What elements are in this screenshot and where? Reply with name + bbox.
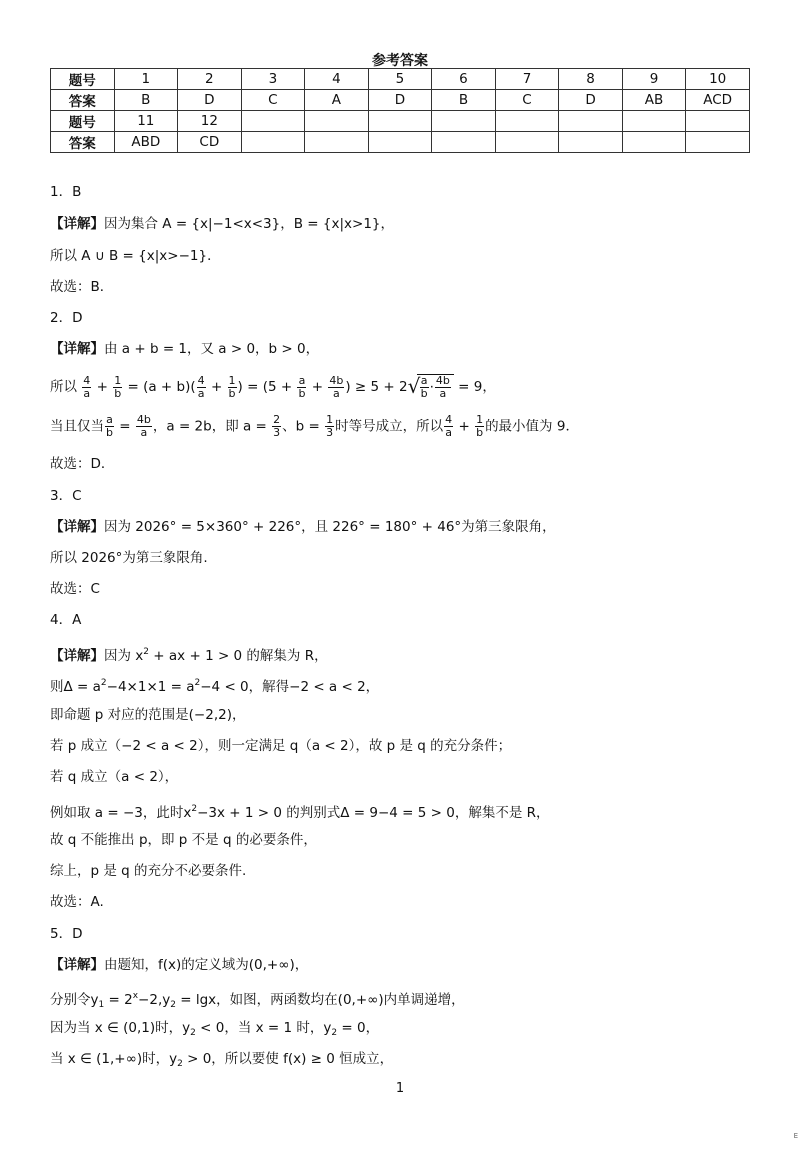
table-cell — [622, 132, 686, 153]
explanation-line — [50, 1050, 393, 1073]
text: ) ≥ 5 + 2 — [345, 379, 408, 395]
table-row — [51, 132, 750, 153]
text: 当 x ∈ (1,+∞)时，y — [50, 1051, 178, 1067]
table-cell: ABD — [114, 132, 178, 153]
denominator: a — [197, 386, 205, 400]
table-cell: 5 — [368, 69, 432, 90]
table-cell — [241, 132, 305, 153]
question-number: 1．B — [50, 184, 82, 200]
table-cell — [495, 132, 559, 153]
question-number: 2．D — [50, 310, 83, 326]
table-cell — [241, 111, 305, 132]
table-cell: D — [368, 90, 432, 111]
table-cell — [495, 111, 559, 132]
subscript: 1 — [98, 1000, 105, 1010]
table-row — [51, 69, 750, 90]
denominator: b — [106, 426, 113, 439]
superscript: 2 — [194, 678, 201, 688]
text: 的最小值为 9． — [485, 418, 579, 435]
table-cell: 10 — [686, 69, 750, 90]
text: 因为当 x ∈ (0,1)时，y — [50, 1020, 191, 1036]
table-cell: D — [178, 90, 242, 111]
answer-line: 故选：D． — [50, 456, 115, 472]
table-cell: B — [114, 90, 178, 111]
table-cell — [305, 111, 369, 132]
detail-tag: 【详解】 — [50, 216, 104, 232]
denominator: b — [298, 386, 306, 400]
table-cell — [559, 132, 623, 153]
text: = (a + b)( — [127, 379, 196, 395]
table-cell: 9 — [622, 69, 686, 90]
explanation-line — [50, 643, 328, 665]
text: 时等号成立，所以 — [335, 418, 444, 435]
table-cell: 3 — [241, 69, 305, 90]
radical-sign: √ — [407, 374, 421, 398]
fraction — [105, 414, 114, 439]
denominator: b — [114, 386, 122, 400]
page-title: 参考答案 — [372, 53, 428, 69]
fraction — [475, 414, 484, 439]
fraction — [113, 375, 122, 400]
fraction — [297, 375, 306, 400]
explanation-line: 若 q 成立（a < 2）， — [50, 769, 179, 785]
fraction — [197, 375, 206, 400]
numerator: 4 — [197, 373, 205, 387]
detail-tag: 【详解】 — [50, 957, 104, 973]
denominator: a — [439, 387, 447, 400]
numerator: 1 — [476, 413, 484, 426]
fraction — [228, 375, 237, 400]
text: + — [458, 418, 470, 435]
table-row — [51, 111, 750, 132]
text: 因为 x — [104, 648, 144, 664]
explanation-line: 所以 A ∪ B = {x|x>−1}． — [50, 248, 221, 264]
square-root — [408, 374, 454, 400]
table-cell: B — [432, 90, 496, 111]
text: −4 < 0，解得−2 < a < 2， — [200, 679, 380, 695]
superscript: x — [132, 991, 139, 1001]
question-number: 4．A — [50, 612, 82, 628]
text: + ax + 1 > 0 的解集为 R， — [149, 648, 328, 664]
table-cell: C — [241, 90, 305, 111]
table-cell — [686, 132, 750, 153]
table-cell: 4 — [305, 69, 369, 90]
numerator: 4b — [435, 374, 450, 387]
text: = 2 — [104, 992, 133, 1008]
text: 由题知，f(x)的定义域为(0,+∞)， — [104, 957, 309, 973]
table-row — [51, 90, 750, 111]
numerator: 4b — [329, 373, 344, 387]
detail-tag: 【详解】 — [50, 519, 104, 535]
explanation-line — [50, 674, 379, 696]
table-cell: 12 — [178, 111, 242, 132]
row-header: 题号 — [51, 111, 115, 132]
superscript: 2 — [191, 804, 198, 814]
text: 则Δ = a — [50, 679, 101, 695]
corner-mark: E — [793, 1132, 798, 1140]
table-cell — [368, 111, 432, 132]
subscript: 2 — [177, 1059, 183, 1069]
text: −2,y — [138, 992, 171, 1008]
fraction — [328, 375, 344, 400]
table-cell — [305, 132, 369, 153]
explanation-line — [50, 374, 496, 400]
denominator: b — [228, 386, 236, 400]
text: 当且仅当 — [50, 418, 104, 435]
text: 因为 2026° = 5×360° + 226°，且 226° = 180° + 46°为第三象限角， — [104, 519, 556, 535]
explanation-line — [50, 518, 556, 536]
denominator: 3 — [273, 426, 281, 439]
superscript: 2 — [100, 678, 107, 688]
denominator: a — [445, 426, 453, 439]
table-cell — [686, 111, 750, 132]
text: −3x + 1 > 0 的判别式Δ = 9−4 = 5 > 0，解集不是 R， — [197, 805, 550, 821]
numerator: 2 — [273, 413, 281, 426]
numerator: 4 — [445, 413, 453, 426]
table-cell: 7 — [495, 69, 559, 90]
numerator: a — [106, 413, 113, 426]
text: + — [96, 379, 108, 395]
numerator: 1 — [114, 373, 122, 387]
radicand — [417, 374, 454, 400]
fraction — [325, 414, 334, 439]
detail-tag: 【详解】 — [50, 341, 104, 357]
explanation-line — [50, 414, 579, 439]
explanation-line — [50, 956, 308, 974]
explanation-line: 故 q 不能推出 p，即 p 不是 q 的必要条件， — [50, 832, 317, 848]
text: < 0，当 x = 1 时，y — [195, 1020, 332, 1036]
denominator: a — [332, 386, 340, 400]
numerator: 1 — [326, 413, 334, 426]
table-cell: 8 — [559, 69, 623, 90]
answer-line: 故选：A. — [50, 894, 104, 910]
answer-table — [50, 68, 750, 153]
text: −4×1×1 = a — [106, 679, 195, 695]
text: + — [210, 379, 223, 395]
table-cell: CD — [178, 132, 242, 153]
explanation-line — [50, 215, 394, 233]
text: 例如取 a = −3，此时x — [50, 805, 192, 821]
table-cell — [432, 111, 496, 132]
fraction — [420, 375, 429, 400]
denominator: 3 — [326, 426, 334, 439]
explanation-line — [50, 340, 319, 358]
text: 、b = — [282, 418, 320, 435]
table-cell: D — [559, 90, 623, 111]
fraction — [272, 414, 281, 439]
explanation-line: 即命题 p 对应的范围是(−2,2)， — [50, 707, 246, 723]
table-cell: 2 — [178, 69, 242, 90]
text: = — [119, 418, 131, 435]
table-cell — [432, 132, 496, 153]
text: · — [429, 379, 434, 396]
fraction — [136, 414, 152, 439]
text: ) = (5 + — [237, 379, 293, 395]
table-cell: 6 — [432, 69, 496, 90]
table-cell: ACD — [686, 90, 750, 111]
page-number: 1 — [395, 1081, 405, 1096]
text: + — [311, 379, 324, 395]
explanation-line — [50, 987, 465, 1014]
explanation-line: 所以 2026°为第三象限角. — [50, 550, 208, 566]
row-header: 题号 — [51, 69, 115, 90]
subscript: 2 — [170, 1000, 176, 1010]
text: > 0，所以要使 f(x) ≥ 0 恒成立， — [182, 1051, 394, 1067]
table-cell: A — [305, 90, 369, 111]
table-cell: 11 — [114, 111, 178, 132]
denominator: a — [140, 426, 148, 439]
detail-tag: 【详解】 — [50, 648, 104, 664]
superscript: 2 — [143, 647, 150, 657]
table-cell: C — [495, 90, 559, 111]
row-header: 答案 — [51, 132, 115, 153]
text: = 0， — [337, 1020, 380, 1036]
explanation-line: 若 p 成立（−2 < a < 2），则一定满足 q（a < 2），故 p 是 q 的充分条件； — [50, 738, 512, 754]
numerator: 4b — [136, 413, 151, 426]
text: ，a = 2b，即 a = — [152, 418, 267, 435]
table-cell: AB — [622, 90, 686, 111]
denominator: a — [83, 386, 91, 400]
subscript: 2 — [190, 1028, 196, 1038]
text: 由 a + b = 1，又 a > 0，b > 0， — [104, 341, 320, 357]
numerator: a — [298, 373, 306, 387]
explanation-line — [50, 800, 550, 822]
answer-line: 故选：C — [50, 581, 100, 597]
fraction — [444, 414, 453, 439]
row-header: 答案 — [51, 90, 115, 111]
answer-line: 故选：B． — [50, 279, 114, 295]
text: 所以 — [50, 379, 77, 395]
numerator: 4 — [83, 373, 91, 387]
table-cell: 1 — [114, 69, 178, 90]
question-number: 3．C — [50, 488, 82, 504]
denominator: b — [476, 426, 484, 439]
fraction — [435, 375, 451, 400]
question-number: 5．D — [50, 926, 83, 942]
denominator: b — [420, 387, 428, 400]
fraction — [82, 375, 91, 400]
table-cell — [559, 111, 623, 132]
text: = lgx，如图，两函数均在(0,+∞)内单调递增， — [175, 992, 465, 1008]
table-cell — [368, 132, 432, 153]
explanation-line: 综上，p 是 q 的充分不必要条件. — [50, 863, 247, 879]
text: 分别令y — [50, 992, 99, 1008]
table-cell — [622, 111, 686, 132]
text: = 9， — [458, 379, 496, 395]
subscript: 2 — [331, 1028, 338, 1038]
explanation-line — [50, 1019, 379, 1042]
numerator: a — [420, 374, 428, 387]
numerator: 1 — [228, 373, 236, 387]
text: 因为集合 A = {x|−1<x<3}，B = {x|x>1}， — [104, 216, 394, 232]
